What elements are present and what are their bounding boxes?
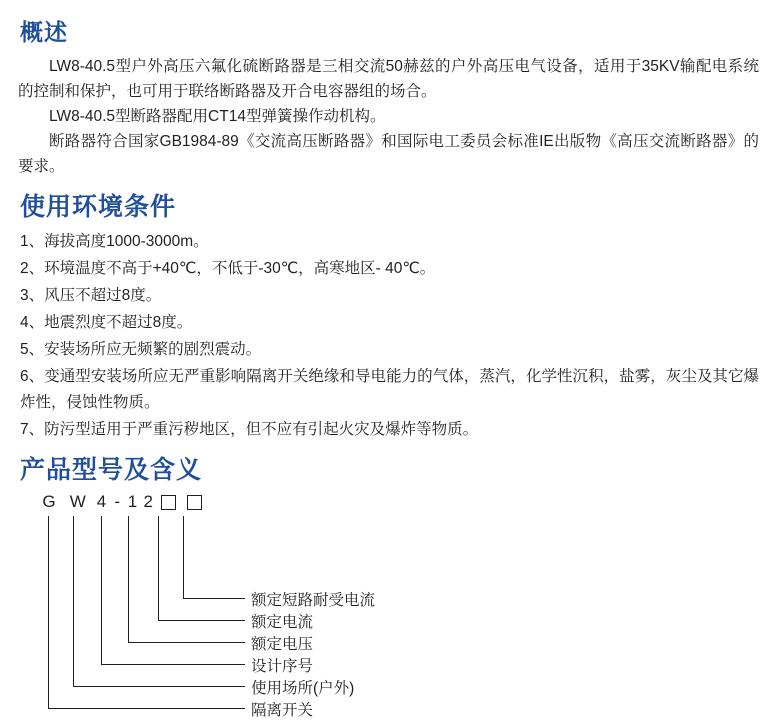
environment-condition-list <box>18 229 765 443</box>
model-code-text <box>38 492 205 512</box>
section-title-environment: 使用环境条件 <box>20 193 177 221</box>
list-item: 6、变通型安装场所应无严重影响隔离开关绝缘和导电能力的气体，蒸汽，化学性沉积，盐雾，灰尘及其它爆炸性，侵蚀性物质。 <box>20 368 759 411</box>
section-title-model: 产品型号及含义 <box>20 456 203 484</box>
callout-disconnector: 隔离开关 <box>251 702 314 719</box>
leader-line-horizontal-5 <box>73 686 245 687</box>
callout-design-serial-number: 设计序号 <box>251 658 314 675</box>
section-title-overview: 概述 <box>20 19 68 45</box>
callout-rated-current: 额定电流 <box>251 614 314 631</box>
code-char-dash: - <box>114 492 121 511</box>
list-item: 5、安装场所应无频繁的剧烈震动。 <box>20 341 262 358</box>
list-item: 3、风压不超过8度。 <box>20 287 162 304</box>
callout-usage-location: 使用场所(户外) <box>251 680 355 697</box>
overview-paragraph-3: 断路器符合国家GB1984-89《交流高压断路器》和国际电工委员会标准IE出版物《高压交流断路器》的要求。 <box>18 133 759 175</box>
list-item: 4、地震烈度不超过8度。 <box>20 314 193 331</box>
code-box-1 <box>161 495 176 510</box>
leader-line-horizontal-1 <box>183 598 245 599</box>
overview-paragraph-2: LW8-40.5型断路器配用CT14型弹簧操作动机构。 <box>49 108 386 125</box>
list-item: 7、防污型适用于严重污秽地区，但不应有引起火灾及爆炸等物质。 <box>20 421 479 438</box>
code-char-g: G <box>42 492 56 511</box>
callout-rated-short-circuit-current: 额定短路耐受电流 <box>251 592 376 609</box>
leader-line-horizontal-6 <box>48 708 245 709</box>
leader-line-vertical-5 <box>73 516 74 686</box>
list-item: 2、环境温度不高于+40℃，不低于-30℃，高寒地区- 40℃。 <box>20 260 436 277</box>
code-char-2: 2 <box>143 492 153 511</box>
leader-line-vertical-4 <box>101 516 102 664</box>
leader-line-horizontal-3 <box>128 642 245 643</box>
list-item: 1、海拔高度1000-3000m。 <box>20 233 209 250</box>
code-char-4: 4 <box>96 492 107 511</box>
callout-rated-voltage: 额定电压 <box>251 636 314 653</box>
code-char-w: W <box>69 492 86 511</box>
overview-paragraphs <box>18 54 765 179</box>
code-box-2 <box>187 495 202 510</box>
leader-line-vertical-1 <box>183 516 184 598</box>
leader-line-horizontal-4 <box>101 664 245 665</box>
leader-line-vertical-3 <box>128 516 129 642</box>
leader-line-vertical-6 <box>48 516 49 708</box>
model-code-diagram <box>18 492 765 719</box>
leader-line-vertical-2 <box>158 516 159 620</box>
code-char-1: 1 <box>127 492 138 511</box>
leader-line-horizontal-2 <box>158 620 245 621</box>
overview-paragraph-1: LW8-40.5型户外高压六氟化硫断路器是三相交流50赫兹的户外高压电气设备，适用于35KV输配电系统的控制和保护，也可用于联络断路器及开合电容器组的场合。 <box>18 58 759 100</box>
